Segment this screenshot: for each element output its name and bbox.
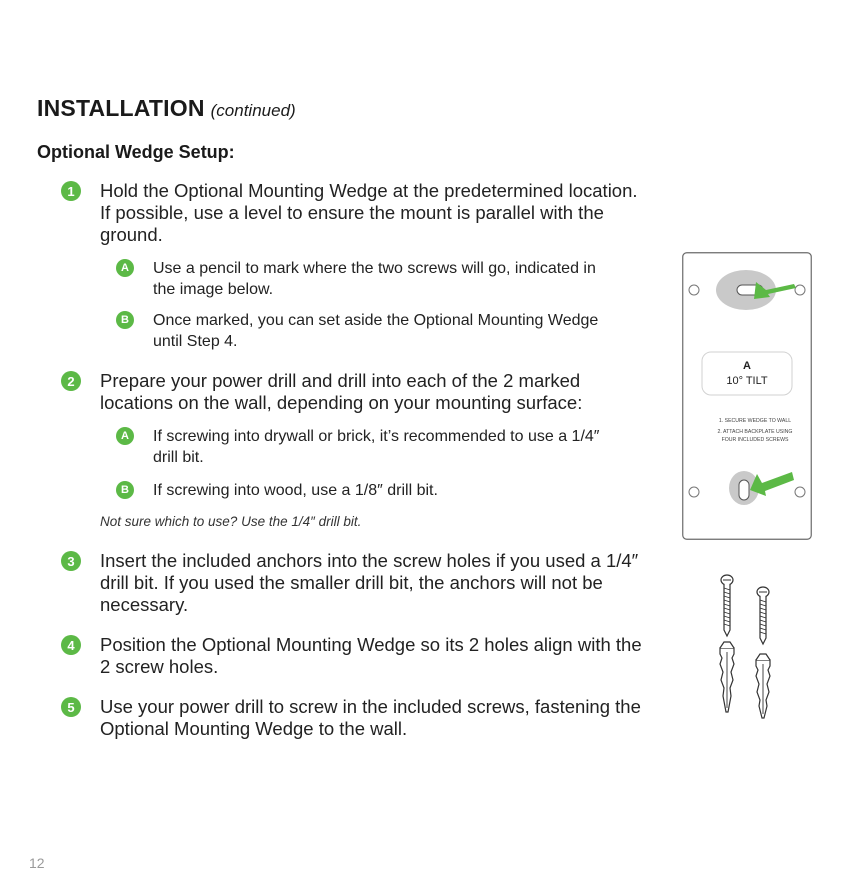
tilt-letter: A bbox=[743, 360, 751, 372]
step-text: Position the Optional Mounting Wedge so its 2 holes align with the 2 screw holes. bbox=[100, 634, 642, 677]
substep-2b bbox=[116, 480, 616, 501]
wedge-instruction-2-cont: FOUR INCLUDED SCREWS bbox=[721, 437, 789, 443]
substep-1a bbox=[116, 258, 616, 300]
screw-slot-icon bbox=[739, 480, 749, 500]
step-4 bbox=[61, 634, 651, 678]
step-number-badge: 3 bbox=[61, 551, 81, 571]
step-number-badge: 1 bbox=[61, 181, 81, 201]
corner-hole-icon bbox=[795, 487, 805, 497]
page-title bbox=[37, 95, 296, 122]
wedge-instruction-2: 2. ATTACH BACKPLATE USING bbox=[717, 429, 793, 435]
substep-1b bbox=[116, 310, 616, 352]
tilt-label: 10° TILT bbox=[726, 375, 768, 387]
substep-letter-badge: A bbox=[116, 259, 134, 277]
step-text: Prepare your power drill and drill into each of the 2 marked locations on the wall, depending on your mounting surface: bbox=[100, 370, 583, 413]
corner-hole-icon bbox=[689, 285, 699, 295]
screw-icon bbox=[721, 575, 733, 636]
drill-bit-note: Not sure which to use? Use the 1/4″ drill bit. bbox=[100, 514, 362, 529]
wedge-instruction-1: 1. SECURE WEDGE TO WALL bbox=[718, 418, 792, 424]
step-text: Insert the included anchors into the screw holes if you used a 1/4″ drill bit. If you used the smaller drill bit, the anchors will not be necessary. bbox=[100, 550, 639, 615]
title-suffix: (continued) bbox=[210, 101, 296, 120]
substep-letter-badge: A bbox=[116, 427, 134, 445]
mounting-wedge-illustration bbox=[682, 252, 812, 542]
corner-hole-icon bbox=[689, 487, 699, 497]
substep-text: Once marked, you can set aside the Optional Mounting Wedge until Step 4. bbox=[153, 312, 599, 350]
step-1 bbox=[61, 180, 651, 246]
step-number-badge: 2 bbox=[61, 371, 81, 391]
substep-text: If screwing into drywall or brick, it’s recommended to use a 1/4″ drill bit. bbox=[153, 428, 600, 466]
step-number-badge: 4 bbox=[61, 635, 81, 655]
step-2 bbox=[61, 370, 651, 414]
corner-hole-icon bbox=[795, 285, 805, 295]
substep-text: Use a pencil to mark where the two screws will go, indicated in the image below. bbox=[153, 260, 596, 298]
wall-anchor-icon bbox=[756, 654, 770, 718]
screws-and-anchors-icon bbox=[710, 572, 780, 722]
tilt-label-box bbox=[702, 352, 792, 395]
substep-2a bbox=[116, 426, 616, 468]
page-number: 12 bbox=[29, 855, 45, 871]
step-text: Use your power drill to screw in the included screws, fastening the Optional Mounting Wedge to the wall. bbox=[100, 696, 641, 739]
substep-letter-badge: B bbox=[116, 311, 134, 329]
step-number-badge: 5 bbox=[61, 697, 81, 717]
screw-icon bbox=[757, 587, 769, 644]
substep-text: If screwing into wood, use a 1/8″ drill bit. bbox=[153, 482, 438, 499]
substep-letter-badge: B bbox=[116, 481, 134, 499]
step-text: Hold the Optional Mounting Wedge at the predetermined location. If possible, use a level to ensure the mount is parallel with the ground. bbox=[100, 180, 638, 245]
section-title: Optional Wedge Setup: bbox=[37, 142, 235, 162]
step-5 bbox=[61, 696, 651, 740]
step-3 bbox=[61, 550, 651, 616]
title-text: INSTALLATION bbox=[37, 95, 205, 121]
wall-anchor-icon bbox=[720, 642, 734, 712]
